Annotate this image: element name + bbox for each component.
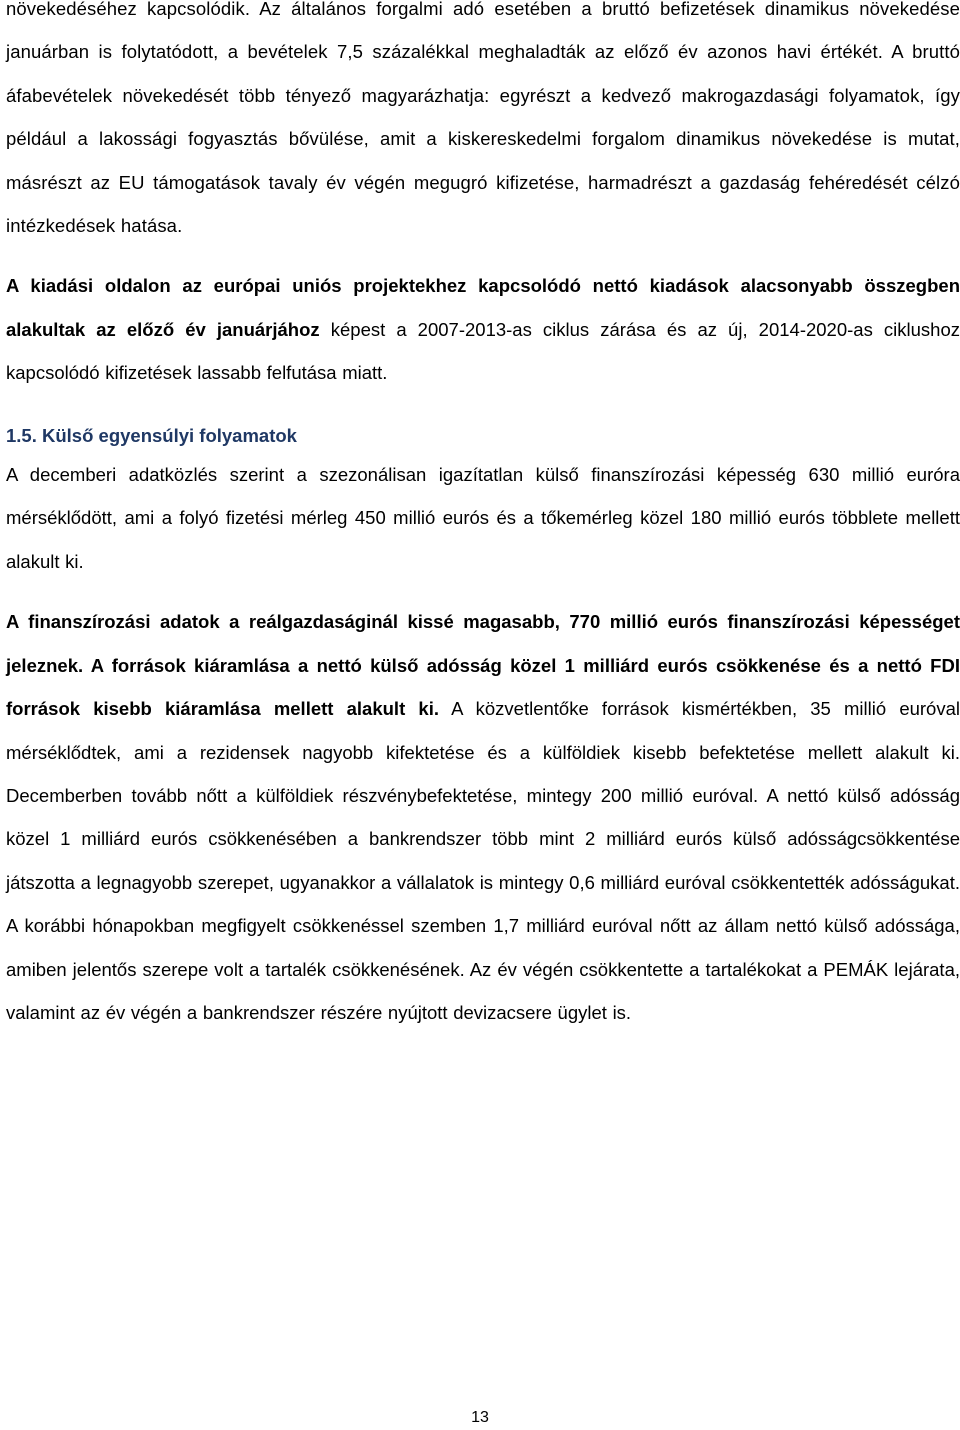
document-page [6,0,960,1034]
paragraph-vat-revenue [6,0,960,247]
paragraph-financing-data-bold: A finanszírozási adatok a reálgazdaságinál kissé magasabb, 770 millió eurós finanszírozási képességet jeleznek. A források kiáramlása a nettó külső adósság közel 1 milliárd eurós csökkenése és a nettó FDI források kisebb kiáramlása mellett alakult ki. [6,611,960,720]
paragraph-financing-capacity-text: A decemberi adatközlés szerint a szezonálisan igazítatlan külső finanszírozási képesség 630 millió euróra mérséklődött, ami a folyó fizetési mérleg 450 millió eurós és a tőkemérleg közel 180 millió eurós többlete mellett alakult ki. [6,464,960,572]
page-number: 13 [471,1409,489,1426]
paragraph-vat-revenue-text: növekedéséhez kapcsolódik. Az általános forgalmi adó esetében a bruttó befizetések dinamikus növekedése januárban is folytatódott, a bevételek 7,5 százalékkal meghaladták az előző év azonos havi értékét. A bruttó áfabevételek növekedését több tényező magyarázhatja: egyrészt a kedvező makrogazdasági folyamatok, így például a lakossági fogyasztás bővülése, amit a kiskereskedelmi forgalom dinamikus növekedése is mutat, másrészt az EU támogatások tavaly év végén megugró kifizetése, harmadrészt a gazdaság fehéredését célzó intézkedések hatása. [6,0,960,237]
paragraph-eu-expenditure [6,264,960,394]
paragraph-financing-data [6,600,960,1034]
paragraph-eu-expenditure-bold: A kiadási oldalon az európai uniós projektekhez kapcsolódó nettó kiadások alacsonyabb összegben alakultak az előző év januárjához [6,275,960,340]
section-number: 1.5. [6,424,37,446]
section-title: Külső egyensúlyi folyamatok [36,424,297,446]
section-heading [6,414,960,457]
paragraph-financing-capacity [6,453,960,583]
paragraph-eu-expenditure-text: képest a 2007-2013-as ciklus zárása és az új, 2014-2020-as ciklushoz kapcsolódó kifizetések lassabb felfutása miatt. [6,318,960,384]
paragraph-financing-data-text: A közvetlentőke források kismértékben, 35 millió euróval mérséklődtek, ami a rezidensek nagyobb kifektetése és a külföldiek kisebb befektetése mellett alakult ki. Decemberben tovább nőtt a külföldiek részvénybefektetése, mintegy 200 millió euróval. A nettó külső adósság közel 1 milliárd eurós csökkenésében a bankrendszer több mint 2 milliárd eurós külső adósságcsökkentése játszotta a legnagyobb szerepet, ugyanakkor a vállalatok is mintegy 0,6 milliárd euróval csökkentették adósságukat. A korábbi hónapokban megfigyelt csökkenéssel szemben 1,7 milliárd euróval nőtt az állam nettó külső adóssága, amiben jelentős szerepe volt a tartalék csökkenésének. Az év végén csökkentette a tartalékokat a PEMÁK lejárata, valamint az év végén a bankrendszer részére nyújtott devizacsere ügylet is. [6,698,960,1023]
